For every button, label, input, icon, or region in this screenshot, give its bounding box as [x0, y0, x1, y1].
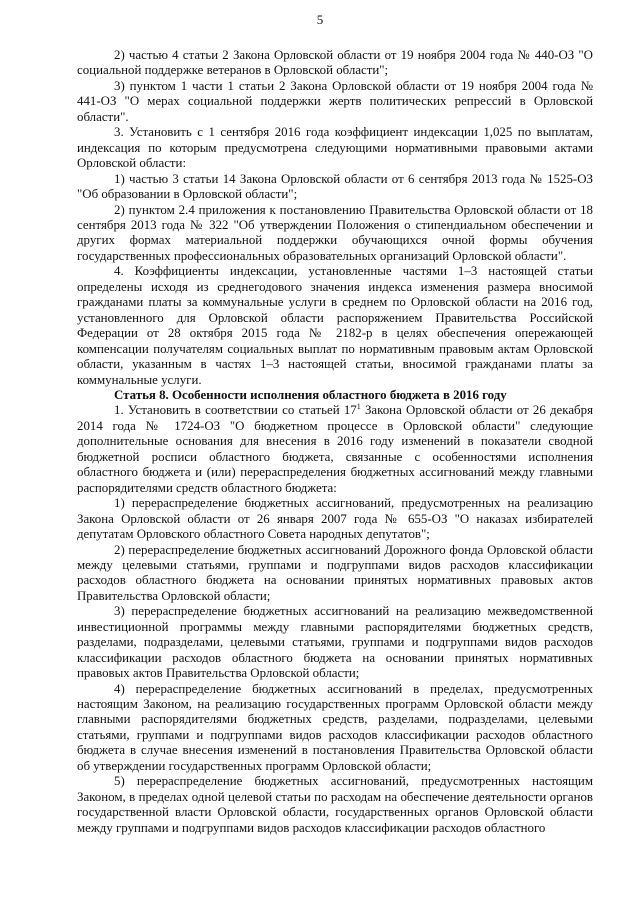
paragraph-article-8-item-2: 2) перераспределение бюджетных ассигнований Дорожного фонда Орловской области между целевыми статьями, группами и подгруппами видов расходов классификации расходов областного бюджета на основании принятых нормативных правовых актов Правительства Орловской области;: [77, 542, 593, 603]
paragraph-article-8-item-1: 1) перераспределение бюджетных ассигнований, предусмотренных на реализацию Закона Орловской области от 26 января 2007 года № 655-ОЗ "О наказах избирателей депутатам Орловского областного Совета народных депутатов";: [77, 496, 593, 542]
paragraph-article-8-item-4: 4) перераспределение бюджетных ассигнований в пределах, предусмотренных настоящим Законом, на реализацию государственных программ Орловской области между главными распорядителями бюджетных средств, разделами, подразделами, целевыми статьями, группами и подгруппами видов расходов классификации расходов областного бюджета в случае внесения изменений в постановления Правительства Орловской области об утверждении государственных программ Орловской области;: [77, 681, 593, 773]
paragraph-clause-3-item-1: 1) частью 3 статьи 14 Закона Орловской области от 6 сентября 2013 года № 1525-ОЗ "Об образовании в Орловской области";: [77, 171, 593, 202]
clause-1-text-start: 1. Установить в соответствии со статьей 17: [114, 403, 357, 418]
paragraph-part1-item-2: 2) частью 4 статьи 2 Закона Орловской области от 19 ноября 2004 года № 440-ОЗ "О социальной поддержке ветеранов в Орловской области";: [77, 48, 593, 78]
paragraph-clause-3-item-2: 2) пунктом 2.4 приложения к постановлению Правительства Орловской области от 18 сентября 2013 года № 322 "Об утверждении Положения о стипендиальном обеспечении и других формах материальной поддержки обучающихся очной формы обучения государственных профессиональных образовательных организаций Орловской области".: [77, 202, 593, 263]
paragraph-clause-4: 4. Коэффициенты индексации, установленные частями 1–3 настоящей статьи определены исходя из среднегодового значения индекса изменения размера вносимой гражданами платы за коммунальные услуги в среднем по Орловской области на 2016 год, установленного для Орловской области распоряжением Правительства Российской Федерации от 28 октября 2015 года № 2182-р в целях обеспечения опережающей компенсации получателям социальных выплат по нормативным правовым актам Орловской области, указанным в частях 1–3 настоящей статьи, вносимой гражданами платы за коммунальные услуги.: [77, 264, 593, 387]
paragraph-clause-3: 3. Установить с 1 сентября 2016 года коэффициент индексации 1,025 по выплатам, индексация по которым предусмотрена следующими нормативными правовыми актами Орловской области:: [77, 125, 593, 171]
paragraph-article-8-item-5: 5) перераспределение бюджетных ассигнований, предусмотренных настоящим Законом, в пределах одной целевой статьи по расходам на обеспечение деятельности органов государственной власти Орловской области, государственных органов Орловской области между группами и подгруппами видов расходов классификации расходов областного: [77, 774, 593, 835]
clause-1-text-end: Закона Орловской области от 26 декабря 2014 года № 1724-ОЗ "О бюджетном процессе в Орловской области" следующие дополнительные основания для внесения в 2016 году изменений в показатели сводной бюджетной росписи областного бюджета, связанные с особенностями исполнения областного бюджета и (или) перераспределения бюджетных ассигнований между главными распорядителями средств областного бюджета:: [77, 403, 593, 495]
superscript-1: 1: [356, 402, 361, 412]
paragraph-article-8-clause-1: [77, 403, 593, 496]
paragraph-part1-item-3: 3) пунктом 1 части 1 статьи 2 Закона Орловской области от 19 ноября 2004 года № 441-ОЗ "О мерах социальной поддержки жертв политических репрессий в Орловской области".: [77, 78, 593, 124]
page-number: 5: [316, 12, 324, 27]
article-8-heading: Статья 8. Особенности исполнения областного бюджета в 2016 году: [114, 387, 507, 402]
document-body: [77, 48, 593, 836]
paragraph-article-8-item-3: 3) перераспределение бюджетных ассигнований на реализацию межведомственной инвестиционной программы между главными распорядителями бюджетных средств, разделами, подразделами, целевыми статьями, группами и подгруппами видов расходов классификации расходов областного бюджета на основании принятых нормативных правовых актов Правительства Орловской области;: [77, 604, 593, 681]
